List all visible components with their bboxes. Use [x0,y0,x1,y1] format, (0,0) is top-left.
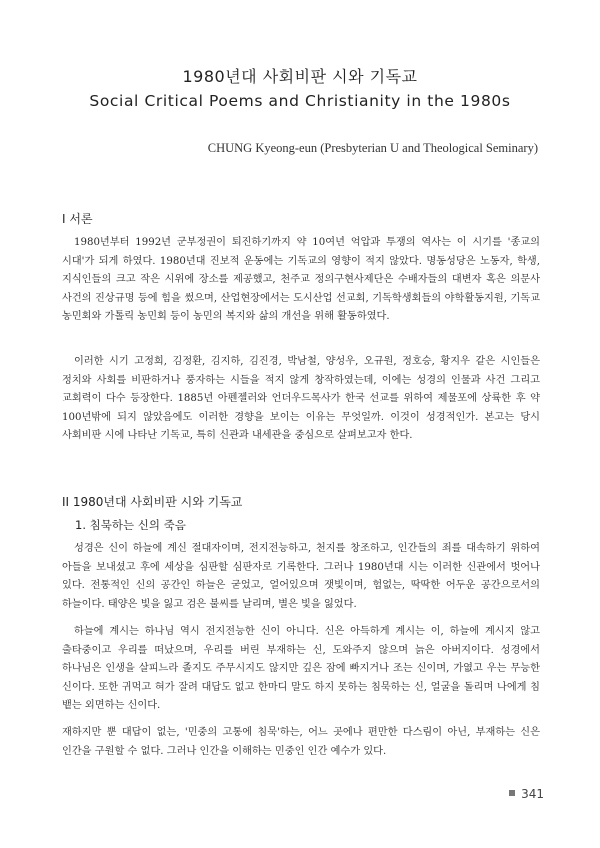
paragraph: 1980년부터 1992년 군부정권이 퇴진하기까지 약 10여년 억압과 투쟁의 역사는 이 시기를 '종교의 시대'가 되게 하였다. 1980년대 진보적 운동에는 기독교의 영향이 적지 않았다. 명동성당은 노동자, 학생, 지식인들의 크고 작은 시위에 장소를 제공했고, 천주교 정의구현사제단은 수배자들의 대변자 혹은 의문사 사건의 진상규명 등에 힘을 썼으며, 산업현장에서는 도시산업 선교회, 기독학생회들의 야학활동지원, 기독교 농민회와 가톨릭 농민회 등이 농민의 복지와 삶의 개선을 위해 활동하였다. [62,237,540,323]
page-number-text: 341 [521,787,544,801]
subsection-heading: 1. 침묵하는 신의 죽음 [75,518,186,532]
title-korean: 1980년대 사회비판 시와 기독교 [182,67,418,86]
section-heading-intro: I 서론 [62,212,93,226]
paragraph: 성경은 신이 하늘에 계신 절대자이며, 전지전능하고, 천지를 창조하고, 인간들의 죄를 대속하기 위하여 아들을 보내셨고 후에 세상을 심판할 심판자로 기록한다. 그러나 1980년대 시는 이러한 신관에서 벗어나 있다. 전통적인 신의 공간인 하늘은 굳었고, 얼어있으며 잿빛이며, 험없는, 딱딱한 어두운 공간으로서의 하늘이다. 태양은 빛을 잃고 검은 불씨를 날리며, 별은 빛을 잃었다. [62,543,540,610]
section-heading-main: II 1980년대 사회비판 시와 기독교 [62,495,243,509]
square-bullet-icon [509,790,515,796]
paragraph: 이러한 시기 고정희, 김정환, 김지하, 김진경, 박남철, 양성우, 오규원, 정호승, 황지우 같은 시인들은 정치와 사회를 비판하거나 풍자하는 시들을 적지 않게 창작하였는데, 이에는 성경의 인물과 사건 그리고 교회력이 다수 등장한다. 1885년 아펜젤러와 언더우드목사가 한국 선교를 위하여 제물포에 상륙한 후 약 100년밖에 되지 않았음에도 이러한 경향을 보이는 이유는 무엇일까. 이것이 성경적인가. 본고는 당시 사회비판 시에 나타난 기독교, 특히 신관과 내세관을 중심으로 살펴보고자 한다. [62,356,540,442]
paragraph: 재하지만 뿐 대답이 없는, '민중의 고통에 침묵'하는, 어느 곳에나 편만한 다스림이 아닌, 부재하는 신은 인간을 구원할 수 없다. 그러나 인간을 이해하는 민중인 인간 예수가 있다. [62,727,540,757]
title-english: Social Critical Poems and Christianity in the 1980s [89,92,511,110]
paragraph: 하늘에 계시는 하나님 역시 전지전능한 신이 아니다. 신은 아득하게 계시는 이, 하늘에 계시지 않고 출타중이고 우리를 떠났으며, 우리를 버린 부재하는 신, 도와주지 않으며 늙은 아버지이다. 성경에서 하나님은 인생을 살피느라 졸지도 주무시지도 않지만 깊은 잠에 빠지거나 조는 신이며, 가엾고 우는 무능한 신이다. 또한 귀먹고 혀가 잘려 대답도 없고 한마디 말도 하지 못하는 침묵하는 신, 얼굴을 돌리며 나에게 침 뱉는 외면하는 신이다. [62,626,540,712]
author-line: CHUNG Kyeong-eun (Presbyterian U and Theological Seminary) [207,141,538,155]
page-number [509,787,544,801]
